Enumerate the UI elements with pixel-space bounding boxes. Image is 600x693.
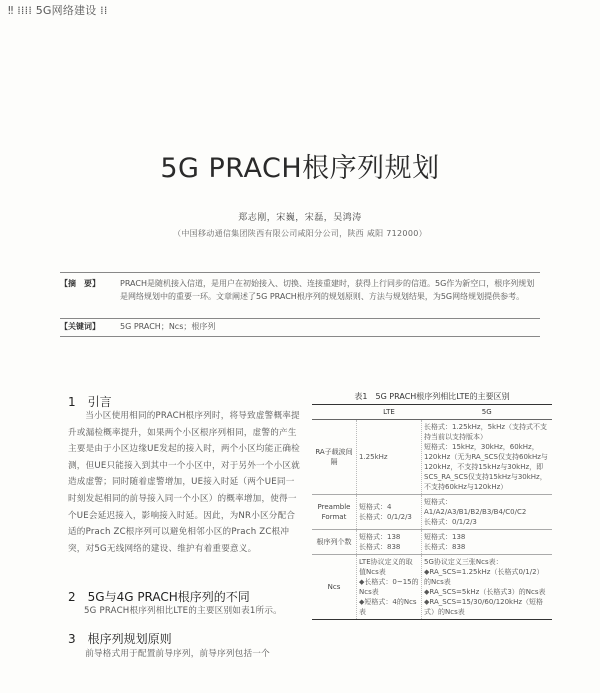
table-5g-cell [422,420,553,495]
table-row [312,495,552,530]
table-cell-line: 短格式：138 [359,533,401,541]
abstract-block [60,278,540,303]
keywords-text: 5G PRACH；Ncs；根序列 [120,322,216,331]
section-heading-3: 3 根序列规划原则 [68,632,172,646]
table-cell-line: 5G协议定义三张Ncs表： [424,558,503,566]
section-3-paragraph: 前导格式用于配置前导序列，前导序列包括一个 [85,649,270,659]
table-cell-line: LTE协议定义的取值Ncs表 [359,558,413,576]
table-row [312,555,552,620]
abstract-label: 【摘 要】 [60,279,100,288]
table-cell-line: 短格式：138 [424,533,466,541]
section-heading-2: 2 5G与4G PRACH根序列的不同 [68,590,250,604]
table-caption: 表1 5G PRACH根序列相比LTE的主要区别 [354,392,510,401]
table-lte-cell [357,555,422,620]
article-authors: 郑志刚，宋巍，宋磊，吴鸿涛 [238,213,362,223]
table-cell-line: 短格式：15kHz，30kHz，60kHz，120kHz（无为RA_SCS仅支持60kHz与120kHz，不支持15kHz与30kHz，即SCS_RA_SCS仅支持15kHz与30kHz，不支持60kHz与120kHz） [424,443,548,491]
section-heading-1: 1 引言 [68,395,112,409]
table-lte-cell: 1.25kHz [357,420,422,495]
table-header-cell: LTE [357,405,422,420]
table-cell-line: ◆RA_SCS=1.25kHz（长格式0/1/2）的Ncs表 [424,568,544,586]
table-lte-cell [357,495,422,530]
table-row [312,420,552,495]
keywords-block [60,321,540,334]
table-cell-line: ◆短格式：4的Ncs表 [359,598,417,616]
comparison-table [312,404,552,620]
table-row [312,530,552,555]
table-param-cell: Ncs [312,555,357,620]
table-header-row [312,405,552,420]
article-affiliation: （中国移动通信集团陕西有限公司咸阳分公司，陕西 咸阳 712000） [173,229,427,238]
abstract-bottom-rule [60,318,540,319]
abstract-top-rule [60,272,540,273]
table-cell-line: ◆RA_SCS=15/30/60/120kHz（短格式）的Ncs表 [424,598,544,616]
abstract-text: PRACH是随机接入信道，是用户在初始接入、切换、连接重建时，获得上行同步的信道。5G作为新空口，根序列规划是网络规划中的重要一环。文章阐述了5G PRACH根序列的规划原则、方法与规划结果，为5G网络规划提供参考。 [120,279,535,301]
table-cell-line: ◆长格式：0~15的Ncs表 [359,578,419,596]
table-cell-line: 长格式：838 [359,543,401,551]
table-lte-cell [357,530,422,555]
running-header: ‼ ⁞⁞⁞⁞ 5G网络建设 ⁞⁞ [8,4,108,17]
table-cell-line: 长格式：838 [424,543,466,551]
table-param-cell: Preamble Format [312,495,357,530]
table-cell-line: 长格式：0/1/2/3 [424,518,477,526]
table-cell-line: 长格式：1.25kHz，5kHz（支持式不支持当前以支持版本） [424,423,548,441]
table-header-cell: 5G [422,405,553,420]
table-cell-line: 短格式：A1/A2/A3/B1/B2/B3/B4/C0/C2 [424,498,527,516]
table-5g-cell [422,495,553,530]
keywords-label: 【关键词】 [60,322,100,331]
section-1-paragraph: 当小区使用相同的PRACH根序列时，将导致虚警概率提升或漏检概率提升，如果两个小区根序列相同，虚警的产生主要是由于小区边缘UE发起的接入时，两个小区均能正确检测，但UE只能接入到其中一个小区中，对于另外一个小区就造成虚警；同时随着虚警增加，UE接入时延（两个UE同一时刻发起相同的前导接入同一个小区）的概率增加，使得一个UE会延迟接入，影响接入时延。因此，为NR小区分配合适的Prach ZC根序列可以避免相邻小区的Prach ZC根冲突，对5G无线网络的建设、维护有着重要意义。 [68,411,300,554]
table-param-cell: 根序列个数 [312,530,357,555]
table-5g-cell [422,555,553,620]
keywords-bottom-rule [60,336,540,337]
article-title: 5G PRACH根序列规划 [160,153,440,184]
table-5g-cell [422,530,553,555]
table-cell-line: ◆RA_SCS=5kHz（长格式3）的Ncs表 [424,588,546,596]
table-param-cell: RA子载波间隔 [312,420,357,495]
table-cell-line: 长格式：0/1/2/3 [359,513,412,521]
table-header-cell [312,405,357,420]
section-2-paragraph: 5G PRACH根序列相比LTE的主要区别如表1所示。 [84,606,282,616]
table-cell-line: 短格式：4 [359,503,392,511]
